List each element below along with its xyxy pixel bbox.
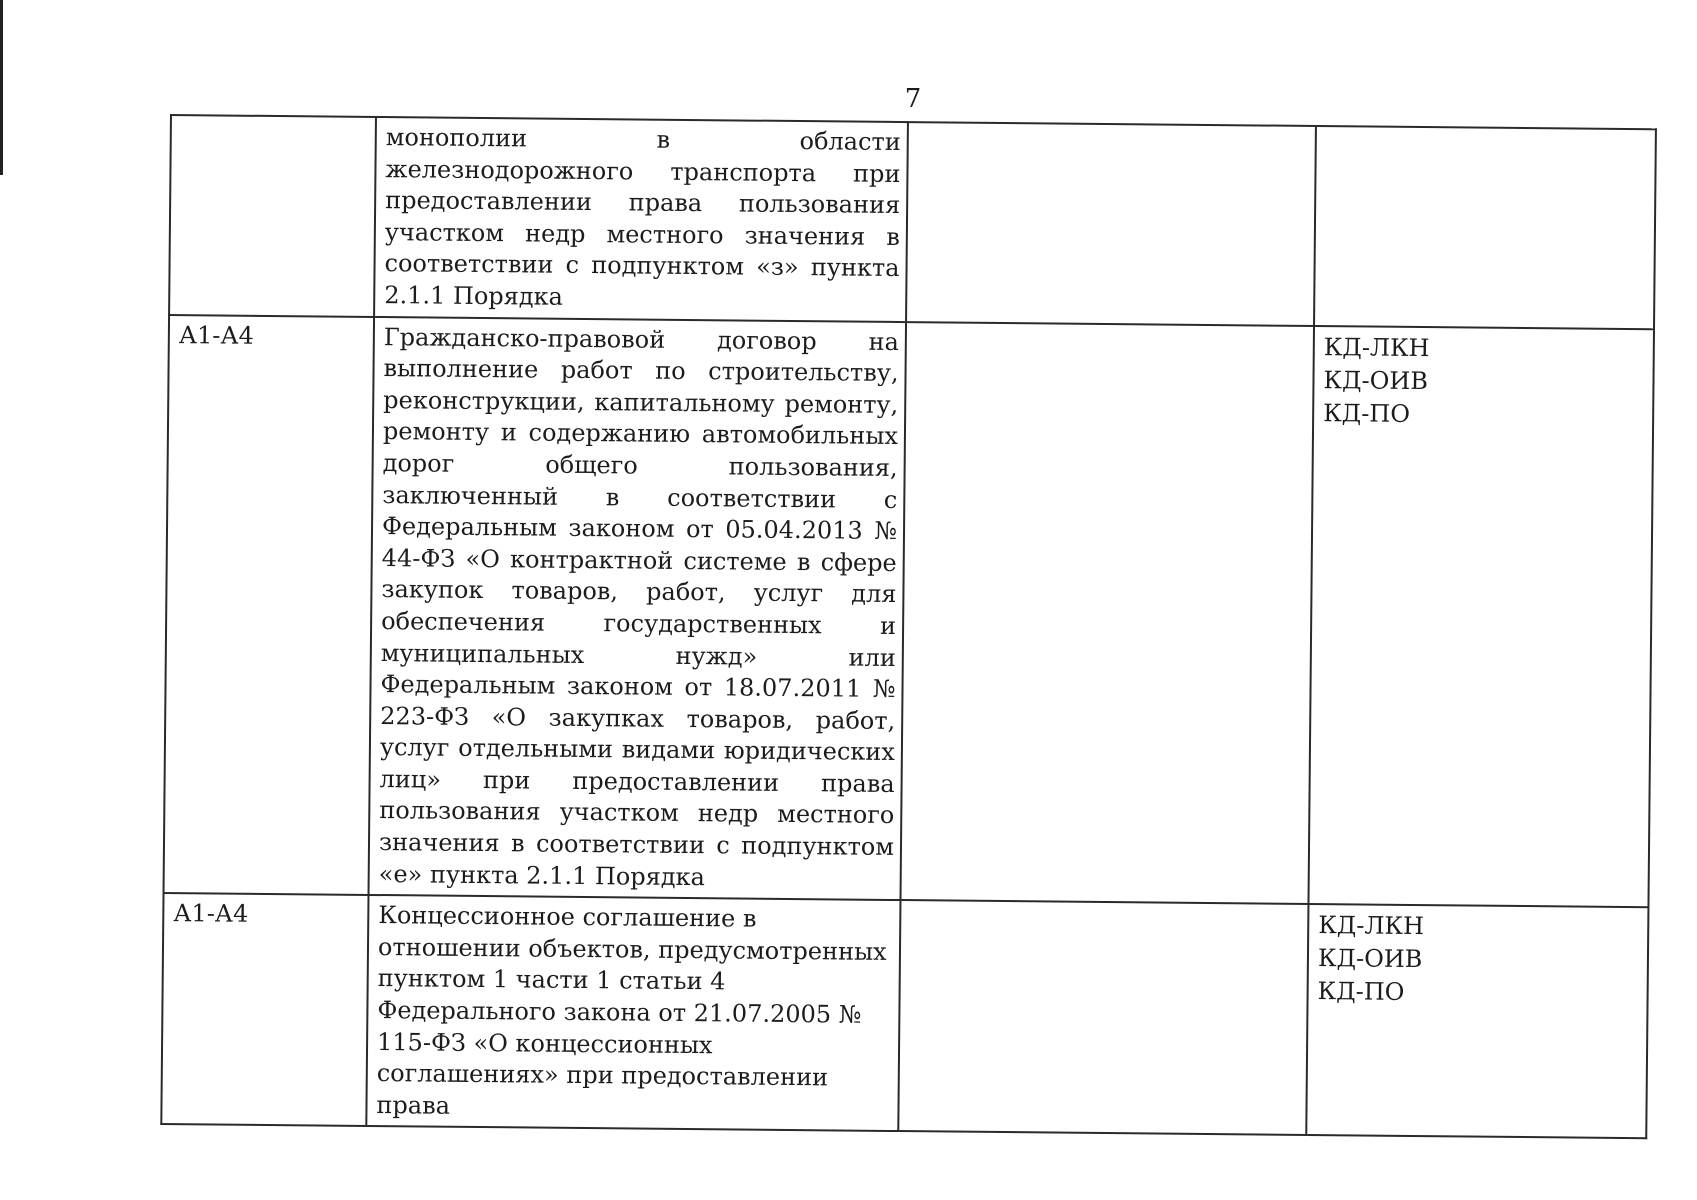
row-doc-codes-cell: [1314, 126, 1656, 329]
row-code-cell: А1-А4: [161, 893, 368, 1126]
row-doc-codes-cell: [1306, 904, 1648, 1138]
page-number: 7: [904, 84, 922, 114]
row-description-cell: Гражданско-правовой договор на выполнение работ по строительству, реконструкции, капитальному ремонту, ремонту и содержанию автомобильных дорог общего пользования, заключенный в соответствии с Федеральным законом от 05.04.2013 № 44-ФЗ «О контрактной системе в сфере закупок товаров, работ, услуг для обеспечения государственных и муниципальных нужд» или Федеральным законом от 18.07.2011 № 223-ФЗ «О закупках товаров, работ, услуг отдельными видами юридических лиц» при предоставлении права пользования участком недр местного значения в соответствии с подпунктом «е» пункта 2.1.1 Порядка: [369, 317, 907, 901]
row-description-cell: Концессионное соглашение в отношении объектов, предусмотренных пунктом 1 части 1 статьи 4 Федерального закона от 21.07.2005 № 115-ФЗ «О концессионных соглашениях» при предоставлении права: [366, 895, 900, 1131]
table-row: [161, 893, 1648, 1138]
doc-code: КД-ПО: [1317, 977, 1405, 1007]
doc-code: КД-ОИВ: [1323, 365, 1429, 395]
row-doc-codes-cell: [1308, 326, 1654, 908]
table-row: [169, 115, 1656, 329]
doc-code: КД-ПО: [1323, 398, 1411, 428]
row-empty-cell: [906, 122, 1316, 325]
row-empty-cell: [898, 900, 1308, 1135]
scan-edge-mark: [0, 0, 3, 175]
row-description-cell: монополии в области железнодорожного транспорта при предоставлении права пользования участком недр местного значения в соответствии с подпунктом «з» пункта 2.1.1 Порядка: [374, 117, 908, 322]
row-code-cell: А1-А4: [164, 315, 375, 896]
table-row: [164, 315, 1654, 908]
doc-code: КД-ЛКН: [1318, 911, 1425, 941]
doc-code: КД-ОИВ: [1317, 944, 1423, 974]
doc-code: КД-ЛКН: [1323, 332, 1430, 362]
document-table: [160, 114, 1657, 1140]
row-empty-cell: [900, 322, 1314, 905]
row-code-cell: [169, 115, 376, 317]
